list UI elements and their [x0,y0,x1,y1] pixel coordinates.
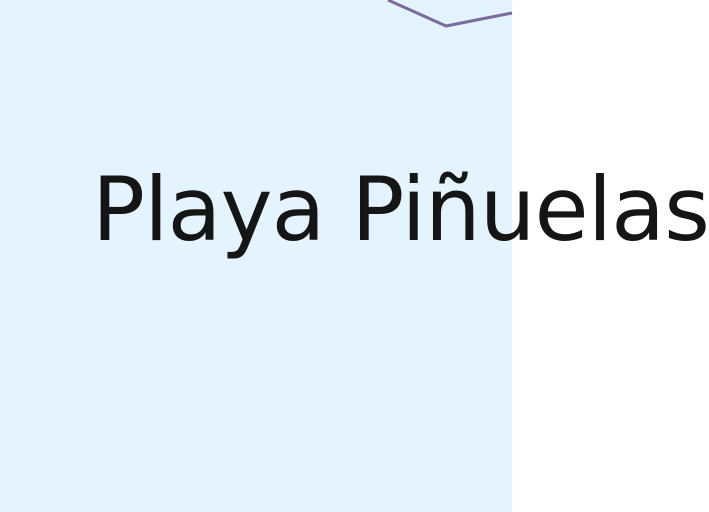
place-label[interactable]: Playa Piñuelas [92,158,709,261]
